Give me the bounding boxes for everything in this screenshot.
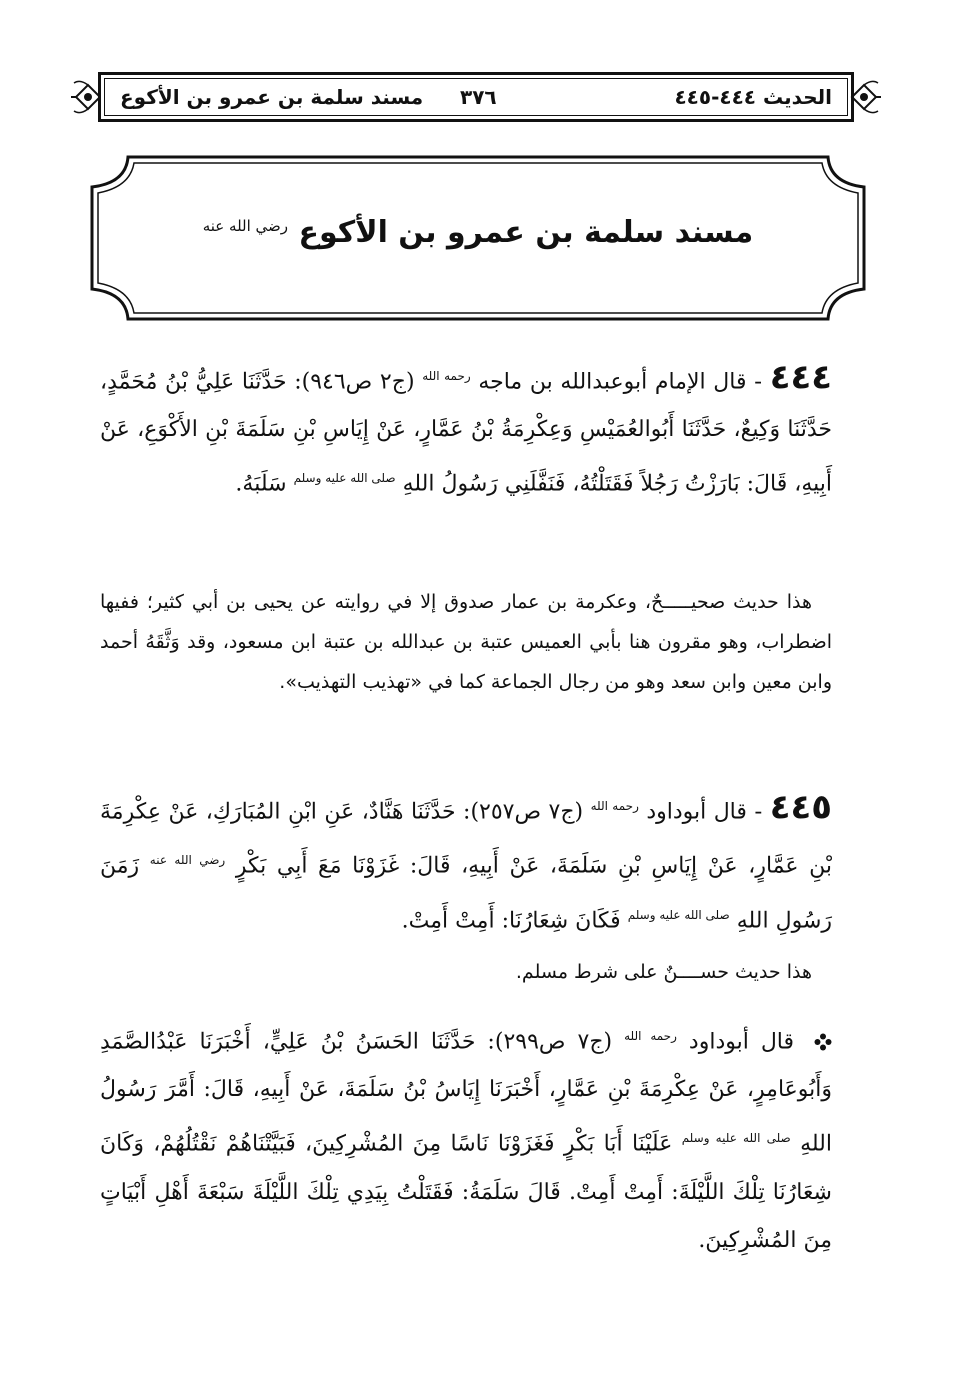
hadith-honorific: رحمه الله [624,1029,677,1043]
commentary-444: هذا حديث صحيـــــحٌ، وعكرمة بن عمار صدوق إلا في روايته عن يحيى بن أبي كثير؛ ففيها اضطراب، وهو مقرون هنا بأبي العميس عتبة بن عبدالله بن عتبة ابن مسعود، وقد وَثَّقَهُ أحمد وابن معين وابن سعد وهو من رجال الجماعة كما في «تهذيب التهذيب». [100,591,832,693]
hadith-lead: قال أبوداود [688,1029,795,1055]
hadith-number: ٤٤٥ [769,787,832,828]
hadith-text-2: زَمَنَ رَسُولِ اللهِ [100,853,832,933]
hadith-salutation: صلى الله عليه وسلم [681,1131,791,1146]
hadith-honorific: رحمه الله [590,799,639,813]
banner-honorific: رضي الله عنه [202,217,289,235]
commentary-445: هذا حديث حســــنٌ على شرط مسلم. [515,961,812,983]
hadith-445 [100,782,832,945]
hadith-lead: - قال الإمام أبوعبدالله بن ماجه [478,369,763,395]
hadith-salutation: صلى الله عليه وسلم [293,471,396,486]
hadith-honorific: رحمه الله [422,369,471,383]
hadith-salutation: صلى الله عليه وسلم [627,907,730,922]
chapter-banner [88,153,868,323]
hadith-extra [100,1012,832,1265]
hadith-tail: سَلَبَهُ. [235,471,287,497]
header-hadith-range: الحديث ٤٤٤-٤٤٥ [674,85,832,109]
banner-title [88,215,868,250]
header-ornament-right-icon [850,77,882,117]
hadith-text: (ج٢ ص٩٤٦): حَدَّثَنَا عَلِيُّ بْنُ مُحَمَّدٍ، حَدَّثَنَا وَكِيعٌ، حَدَّثَنَا أَبُوالعُمَيْسِ وَعِكْرِمَةُ بْنُ عَمَّارٍ، عَنْ إِيَاسِ بْنِ سَلَمَةَ بْنِ الأَكْوَعِ، عَنْ أَبِيهِ، قَالَ: بَارَزْتُ رَجُلاً فَقَتَلْتُهُ، فَنَفَّلَنِي رَسُولُ اللهِ [100,369,832,497]
hadith-honorific-2: رضي الله عنه [149,853,226,868]
hadith-number: ٤٤٤ [769,357,832,398]
hadith-lead: - قال أبوداود [646,799,763,825]
running-header [70,72,882,122]
banner-title-text: مسند سلمة بن عمرو بن الأكوع [298,215,754,250]
hadith-text: (ج٧ ص٢٥٧): حَدَّثَنَا هَنَّادٌ، عَنِ ابْنِ المُبَارَكِ، عَنْ عِكْرِمَةَ بْنِ عَمَّارٍ، عَنْ إِيَاسِ بْنِ سَلَمَةَ، عَنْ أَبِيهِ، قَالَ: غَزَوْنَا مَعَ أَبِي بَكْرٍ [100,799,832,879]
hadith-text: (ج٧ ص٢٩٩): حَدَّثَنَا الحَسَنُ بْنُ عَلِيٍّ، أَخْبَرَنَا عَبْدُالصَّمَدِ وَأَبُوعَامِرٍ، عَنْ عِكْرِمَةَ بْنِ عَمَّارٍ، أَخْبَرَنَا إِيَاسُ بْنُ سَلَمَةَ، عَنْ أَبِيهِ، قَالَ: أَمَّرَ رَسُولُ اللهِ [100,1029,832,1157]
hadith-text-3: فَكَانَ شِعَارُنَا: أَمِتْ أَمِتْ. [401,907,621,933]
header-section-title: مسند سلمة بن عمرو بن الأكوع [120,85,424,109]
header-page-number: ٣٧٦ [460,85,497,109]
hadith-444 [100,352,832,509]
flower-ornament-icon [814,1033,832,1051]
hadith-text-2: عَلَيْنَا أَبَا بَكْرٍ فَغَزَوْنَا نَاسًا مِنَ المُشْرِكِينَ، فَبَيَّتْنَاهُمْ نَقْتُلُهُمْ، وَكَانَ شِعَارُنَا تِلْكَ اللَّيْلَةَ: أَمِتْ أَمِتْ. قَالَ سَلَمَةُ: فَقَتَلْتُ بِيَدِي تِلْكَ اللَّيْلَةَ سَبْعَةَ أَهْلِ أَبْيَاتٍ مِنَ المُشْرِكِينَ. [100,1131,832,1253]
